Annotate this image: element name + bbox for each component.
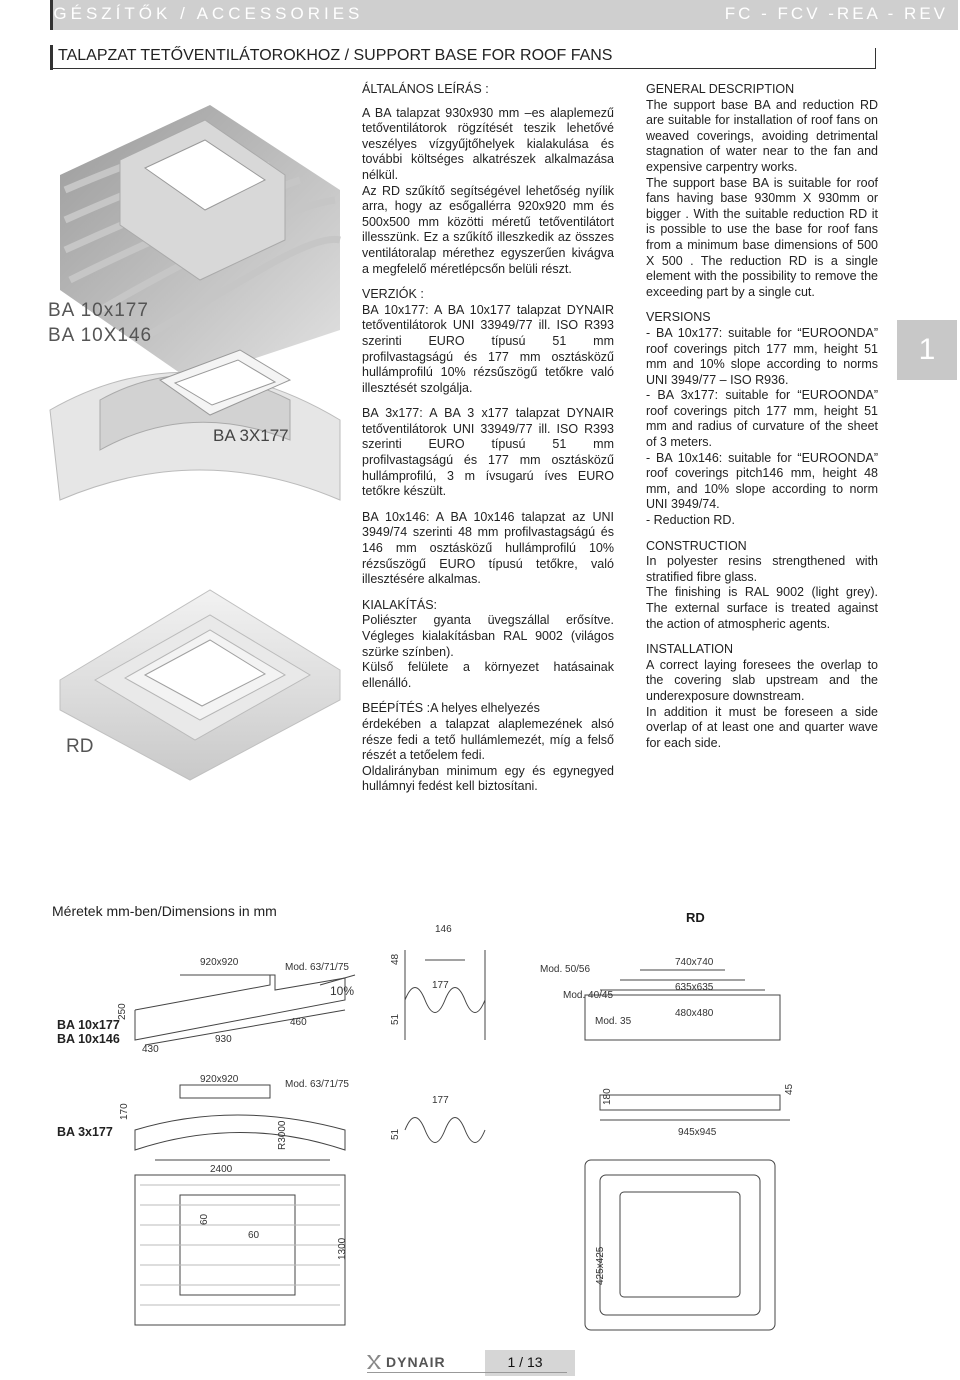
dim-460: 460 [290, 1017, 307, 1028]
dim-slope: 10% [330, 984, 355, 998]
dim-2400: 2400 [210, 1164, 233, 1175]
dynair-logo-icon [367, 1355, 381, 1369]
dim-60a: 60 [199, 1213, 210, 1225]
hu-general-heading: ÁLTALÁNOS LEÍRÁS : [362, 82, 489, 96]
label-ba3: BA 3X177 [213, 426, 289, 445]
en-versions-p2: - BA 3x177: suitable for “EUROONDA” roof coverings pitch 177 mm, height 51 mm and radius of curvature of the sheet of 3 meters. [646, 388, 878, 450]
dim-48: 48 [390, 953, 401, 965]
en-general-heading: GENERAL DESCRIPTION [646, 82, 795, 96]
dim-mod-b: Mod. 63/71/75 [285, 1079, 349, 1090]
dim-920a: 920x920 [200, 957, 239, 968]
hungarian-column [362, 82, 614, 795]
en-versions-heading: VERSIONS [646, 310, 711, 325]
label-ba10: BA 10x177 BA 10X146 [48, 300, 153, 346]
hu-general-p2: Az RD szűkítő segítségével lehetőség nyílik arra, hogy az esőgallérra 920x920 mm és 500x500 mm közötti méretű tetőventilátort illesszünk. Ez a szűkítő illeszkedik az összes ventilátoralap mérethez egyszerűen kivágva a megfelelő méretlépcsőn belüli részt. [362, 183, 614, 276]
hu-versions-p3: BA 10x146: A BA 10x146 talapzat az UNI 3949/74 szerinti 48 mm profilvastagságú és 146 mm osztásközű hullámprofilú 10% rézsűszögű EURO típusú tetőkre, való illesztésére alkalmas. [362, 509, 614, 587]
dim-r3000: R3000 [277, 1120, 288, 1150]
header-model-list: FC - FCV -REA - REV [724, 4, 948, 23]
dim-51b: 51 [390, 1128, 401, 1140]
footer-brand: DYNAIR [386, 1354, 446, 1370]
rd-dim-180: 180 [602, 1088, 613, 1105]
en-general-p2: The support base BA is suitable for roof fans having base 930mm X 930mm or bigger . With the suitable reduction RD it is possible to use the base for roof fans from a minimum base dimensions of 500 X 500 . The reduction RD is a single element with the possibility to remove the exceeding part by a single cut. [646, 175, 878, 299]
dim-51a: 51 [390, 1013, 401, 1025]
dim-177b: 177 [432, 1095, 449, 1106]
rd-mod-3: Mod. 35 [595, 1016, 632, 1027]
product-illustration [40, 80, 350, 880]
en-install-p1: A correct laying foresees the overlap to the covering slab upstream and the underexposure downstream. [646, 657, 878, 703]
page-subtitle: TALAPZAT TETŐVENTILÁTOROKHOZ / SUPPORT BASE FOR ROOF FANS [58, 47, 613, 64]
dim-250: 250 [117, 1003, 128, 1020]
dim-60b: 60 [248, 1230, 260, 1241]
hu-construction-heading: KIALAKÍTÁS: [362, 597, 438, 612]
en-general-p1: The support base BA and reduction RD are suitable for installation of roof fans on weaved coverings, avoiding detrimental stagnation of water near to the fan and expensive carpentry works. [646, 97, 878, 174]
dim-920b: 920x920 [200, 1074, 239, 1085]
dimensions-note: Méretek mm-ben/Dimensions in mm [52, 903, 277, 919]
en-construction-heading: CONSTRUCTION [646, 538, 747, 553]
rd-dim-945: 945x945 [678, 1127, 717, 1138]
dim-mod-a: Mod. 63/71/75 [285, 962, 349, 973]
ba10-drawing-label: BA 10x177 BA 10x146 [57, 1018, 120, 1046]
english-column [646, 82, 878, 751]
en-versions-p4: - Reduction RD. [646, 513, 735, 528]
rd-dim-635: 635x635 [675, 982, 714, 993]
en-versions-p3: - BA 10x146: suitable for “EUROONDA” roof coverings pitch146 mm, height 48 mm, and 10% slope according to norm UNI 3949/74. [646, 450, 878, 512]
en-install-heading: INSTALLATION [646, 642, 734, 657]
rd-mod-1: Mod. 50/56 [540, 964, 591, 975]
rd-mod-2: Mod. 40/45 [563, 990, 614, 1001]
header-title: KIEGÉSZÍTŐK / ACCESSORIES [14, 4, 364, 23]
dim-177a: 177 [432, 980, 449, 991]
rd-dim-425: 425x425 [595, 1246, 606, 1285]
subtitle-underline [50, 68, 876, 69]
hu-install-heading: BEÉPÍTÉS :A helyes elhelyezés [362, 701, 540, 716]
footer-page-number: 1 / 13 [507, 1354, 543, 1370]
label-rd: RD [66, 736, 94, 757]
rd-render [60, 590, 340, 780]
rd-drawing-label: RD [686, 910, 705, 925]
en-construction-p1: In polyester resins strengthened with stratified fibre glass. [646, 554, 878, 584]
rd-dim-45: 45 [784, 1083, 795, 1095]
hu-construction-p2: Külső felülete a környezet hatásainak ellenálló. [362, 660, 614, 690]
dim-930: 930 [215, 1034, 232, 1045]
dim-146: 146 [435, 924, 452, 935]
hu-versions-heading: VERZIÓK : [362, 287, 424, 302]
dim-170: 170 [119, 1103, 130, 1120]
hu-install-p1: érdekében a talapzat alaplemezének alsó része fedi a tető hullámlemezét, míg a felső részét a tetőelem fedi. [362, 716, 614, 763]
subtitle-end-tick [875, 48, 876, 69]
hu-construction-p1: Poliészter gyanta üvegszállal erősítve. Végleges kialakításban RAL 9002 (világos szürke színben). [362, 613, 614, 659]
hu-install-p2: Oldalirányban minimum egy és egynegyed hullámnyi fedést kell biztosítani. [362, 763, 614, 794]
en-versions-p1: - BA 10x177: suitable for “EUROONDA” roof coverings pitch 177 mm, height 51 mm and 10% slope according to norms UNI 3949/77 – ISO R936. [646, 325, 878, 387]
dim-1300: 1300 [337, 1237, 348, 1260]
dim-430: 430 [142, 1044, 159, 1055]
ba3-render [50, 350, 340, 500]
hu-versions-p1: BA 10x177: A BA 10x177 talapzat DYNAIR tetőventilátorok UNI 33949/77 ill. ISO R393 szerinti EURO típusú 51 mm profilvastagságú és 177 mm osztásközű hullámprofilú 10% rézsűszögű tetőkre való illesztését szolgálja. [362, 302, 614, 395]
hu-versions-p2: BA 3x177: A BA 3 x177 talapzat DYNAIR tetőventilátorok UNI 33949/77 ill. ISO R393 szerinti EURO típusú 51 mm profilvastagságú és 177 mm osztásközű hullámprofilú, 3 m ívsugarú íves EURO tetőkre készült. [362, 406, 614, 499]
rd-dim-480: 480x480 [675, 1008, 714, 1019]
en-construction-p2: The finishing is RAL 9002 (light grey). The external surface is treated against the action of atmospheric agents. [646, 585, 878, 631]
ba3-drawing-label: BA 3x177 [57, 1125, 113, 1139]
hu-general-p1: A BA talapzat 930x930 mm –es alaplemezű tetőventilátorok rögzítését teszik lehetővé veszélyes vízgyűjtőhelyek kialakulása és további költséges alkatrészek alkalmazása nélkül. [362, 105, 614, 182]
en-install-p2: In addition it must be foreseen a side overlap of at least one and quarter wave for each side. [646, 704, 878, 750]
footer-rule [367, 1372, 567, 1373]
subtitle-marker [50, 45, 53, 70]
section-number-tab: 1 [897, 320, 957, 380]
rd-dim-740: 740x740 [675, 957, 714, 968]
